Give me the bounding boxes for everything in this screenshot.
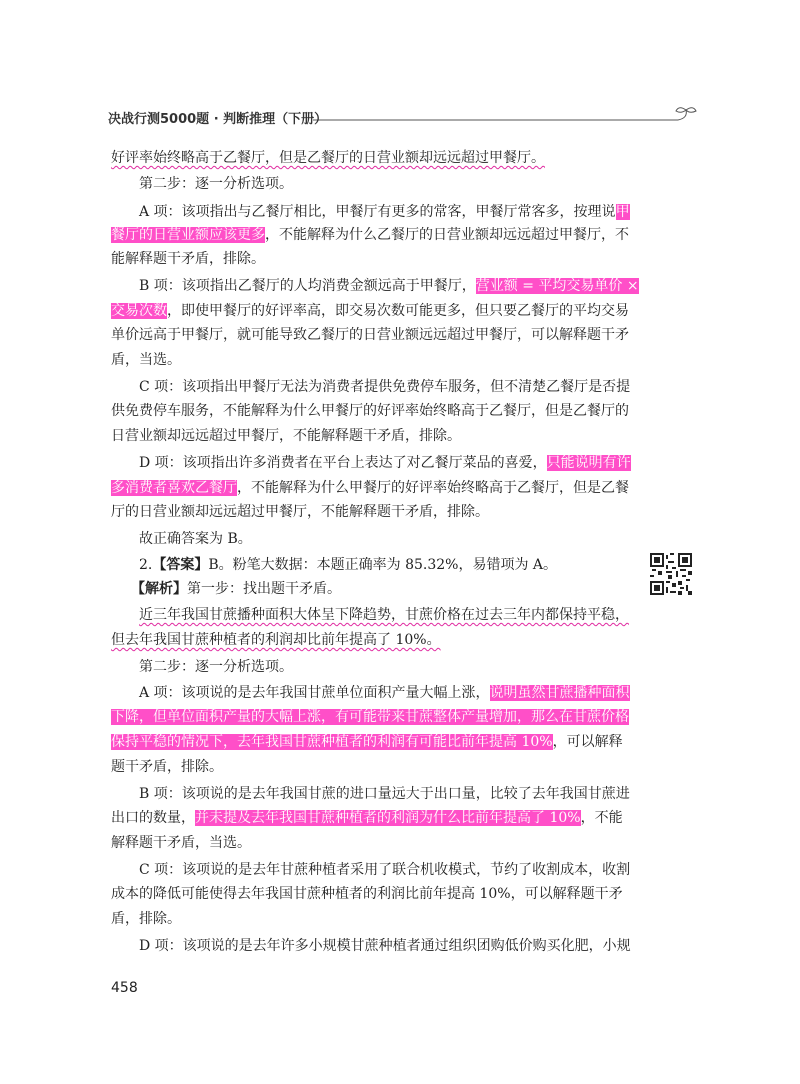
text-line: 厅的日营业额却远远超过甲餐厅，不能解释题干矛盾，排除。 <box>111 504 489 520</box>
answer-label: 【答案】 <box>152 557 209 573</box>
text-line: 能解释题干矛盾，排除。 <box>111 251 265 267</box>
text-line: 多消费者喜欢乙餐厅，不能解释为什么甲餐厅的好评率始终略高于乙餐厅，但是乙餐 <box>111 480 629 496</box>
highlight: 营业额 = 平均交易单价 × <box>475 278 639 294</box>
highlight: 多消费者喜欢乙餐厅 <box>111 480 237 496</box>
running-header <box>108 106 698 130</box>
highlight: 保持平稳的情况下，去年我国甘蔗种植者的利润有可能比前年提高 10% <box>111 734 553 750</box>
text-line: 单价远高于甲餐厅，就可能导致乙餐厅的日营业额远远超过甲餐厅，可以解释题干矛 <box>111 327 629 343</box>
highlight: 说明虽然甘蔗播种面积 <box>489 685 630 701</box>
text-line <box>111 146 631 170</box>
highlight: 只能说明有许 <box>546 455 631 471</box>
text-line <box>111 705 631 729</box>
text-line: D 项：该项说的是去年许多小规模甘蔗种植者通过组织团购低价购买化肥，小规 <box>139 938 631 954</box>
text-line: 日营业额却远远超过甲餐厅，不能解释题干矛盾，排除。 <box>111 428 461 444</box>
text-line: 出口的数量，并未提及去年我国甘蔗种植者的利润为什么比前年提高了 10%，不能 <box>111 810 623 826</box>
text-line: A 项：该项说的是去年我国甘蔗单位面积产量大幅上涨，说明虽然甘蔗播种面积 <box>139 685 630 701</box>
text-line: C 项：该项指出甲餐厅无法为消费者提供免费停车服务，但不清楚乙餐厅是否提 <box>139 379 631 395</box>
highlight: 并未提及去年我国甘蔗种植者的利润为什么比前年提高了 10% <box>195 810 581 826</box>
analysis-line: 【解析】第一步：找出题干矛盾。 <box>131 581 341 597</box>
text-line: 盾，排除。 <box>111 911 181 927</box>
text-line: 供免费停车服务，不能解释为什么甲餐厅的好评率始终略高于乙餐厅，但是乙餐厅的 <box>111 403 629 419</box>
text-line <box>139 603 659 627</box>
text-line: 解释题干矛盾，当选。 <box>111 835 251 851</box>
page-number: 458 <box>111 980 138 996</box>
text-line: 餐厅的日营业额应该更多，不能解释为什么乙餐厅的日营业额却远远超过甲餐厅，不 <box>111 227 629 243</box>
text-line: 题干矛盾，排除。 <box>111 759 223 775</box>
highlight: 甲 <box>615 204 630 220</box>
text-line <box>111 628 631 652</box>
text-line: 第二步：逐一分析选项。 <box>139 176 293 192</box>
text-line: 盾，当选。 <box>111 352 181 368</box>
highlight: 下降，但单位面积产量的大幅上涨，有可能带来甘蔗整体产量增加，那么在甘蔗价格 <box>111 709 629 725</box>
highlight: 交易次数 <box>111 303 167 319</box>
highlight: 餐厅的日营业额应该更多 <box>111 227 265 243</box>
underlined-text: 近三年我国甘蔗播种面积大体呈下降趋势，甘蔗价格在过去三年内都保持平稳， <box>139 607 629 623</box>
text-line: B 项：该项说的是去年我国甘蔗的进口量远大于出口量，比较了去年我国甘蔗进 <box>139 786 630 802</box>
answer-line: 2.【答案】B。粉笔大数据：本题正确率为 85.32%，易错项为 A。 <box>139 557 558 573</box>
underlined-text: 但去年我国甘蔗种植者的利润却比前年提高了 10%。 <box>111 632 441 648</box>
text-line: 故正确答案为 B。 <box>139 531 252 547</box>
text-line: A 项：该项指出与乙餐厅相比，甲餐厅有更多的常客，甲餐厅常客多，按理说甲 <box>139 204 630 220</box>
text-line: C 项：该项说的是去年甘蔗种植者采用了联合机收模式，节约了收割成本，收割 <box>139 862 631 878</box>
text-line: 第二步：逐一分析选项。 <box>139 659 293 675</box>
book-title: 决战行测5000题 · 判断推理（下册） <box>108 112 328 127</box>
text-line: 成本的降低可能使得去年我国甘蔗种植者的利润比前年提高 10%，可以解释题干矛 <box>111 886 623 902</box>
analysis-label: 【解析】 <box>131 581 187 597</box>
text-line: D 项：该项指出许多消费者在平台上表达了对乙餐厅菜品的喜爱，只能说明有许 <box>139 455 631 471</box>
text-line: B 项：该项指出乙餐厅的人均消费金额远高于甲餐厅，营业额 = 平均交易单价 × <box>139 278 639 294</box>
qr-code-icon[interactable] <box>650 553 692 595</box>
text-line: 保持平稳的情况下，去年我国甘蔗种植者的利润有可能比前年提高 10%，可以解释 <box>111 734 623 750</box>
underlined-text: 好评率始终略高于乙餐厅，但是乙餐厅的日营业额却远远超过甲餐厅。 <box>111 150 545 166</box>
text-line: 交易次数，即使甲餐厅的好评率高，即交易次数可能更多，但只要乙餐厅的平均交易 <box>111 303 629 319</box>
